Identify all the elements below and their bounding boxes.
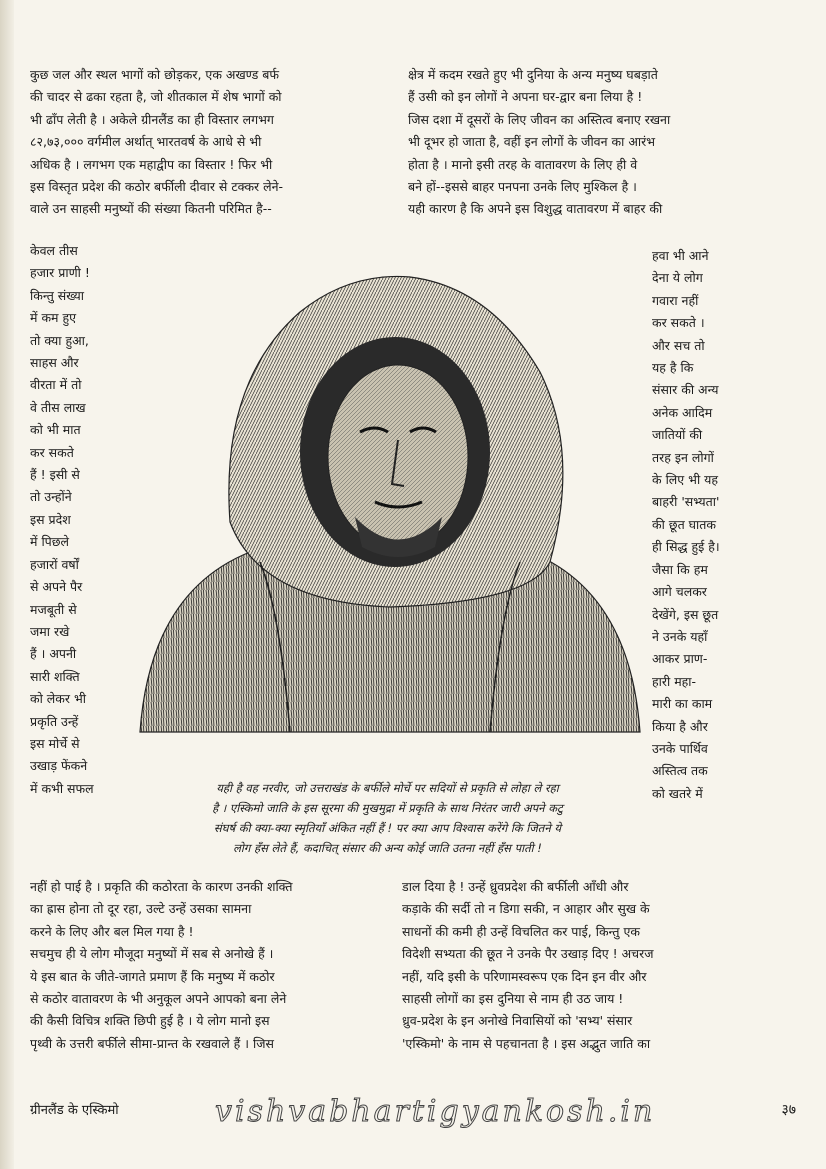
text-line: नहीं हो पाई है । प्रकृति की कठोरता के कारण उनकी शक्ति	[30, 879, 293, 894]
text-line: को खतरे में	[652, 785, 703, 801]
text-column-left-of-illustration	[30, 240, 122, 800]
text-line: लोग हँस लेते हैं, कदाचित् संसार की अन्य कोई जाति उतना नहीं हँस पाती !	[233, 841, 542, 855]
running-title: ग्रीनलैंड के एस्किमो	[30, 1103, 119, 1118]
text-line: उखाड़ फेंकने	[30, 758, 88, 774]
text-block-bottom-left	[30, 876, 390, 1055]
text-line: आगे चलकर	[652, 584, 707, 600]
text-line: का ह्रास होना तो दूर रहा, उल्टे उन्हें उसका सामना	[30, 901, 252, 917]
text-line: तो क्या हुआ,	[30, 332, 89, 348]
text-line: को लेकर भी	[30, 691, 86, 707]
text-line: कुछ जल और स्थल भागों को छोड़कर, एक अखण्ड बर्फ	[30, 67, 280, 82]
text-line: में पिछले	[30, 534, 70, 550]
text-line: साहस और	[30, 355, 79, 371]
text-line: की छूत घातक	[652, 516, 717, 532]
text-column-right-of-illustration	[652, 245, 792, 805]
text-line: इस मोर्चे से	[30, 735, 80, 751]
text-line: कड़ाके की सर्दी तो न डिगा सकी, न आहार और सुख के	[402, 901, 650, 917]
text-line: हजारों वर्षों	[30, 556, 79, 572]
text-line: इस विस्तृत प्रदेश की कठोर बर्फीली दीवार से टक्कर लेने-	[30, 179, 284, 195]
text-line: ही सिद्ध हुई है।	[652, 539, 720, 555]
text-line: तो उन्होंने	[30, 489, 72, 505]
text-line: हवा भी आने	[652, 248, 709, 263]
text-line: वाले उन साहसी मनुष्यों की संख्या कितनी परिमित है--	[30, 201, 272, 217]
eskimo-portrait-illustration	[130, 262, 645, 762]
text-line: सचमुच ही ये लोग मौजूदा मनुष्यों में सब से अनोखे हैं ।	[30, 946, 274, 962]
text-line: मारी का काम	[652, 696, 713, 712]
text-line: साहसी लोगों का इस दुनिया से नाम ही उठ जाय !	[402, 991, 624, 1007]
page-footer	[30, 1094, 796, 1130]
text-line: हैं । अपनी	[30, 646, 77, 662]
text-line: यह है कि	[652, 360, 694, 376]
text-line: जमा रखे	[30, 623, 70, 639]
text-line: हैं उसी को इन लोगों ने अपना घर-द्वार बना लिया है !	[408, 89, 643, 105]
text-line: केवल तीस	[30, 243, 78, 258]
text-line: अधिक है । लगभग एक महाद्वीप का विस्तार ! फिर भी	[30, 156, 273, 172]
text-line: यही कारण है कि अपने इस विशुद्ध वातावरण में बाहर की	[408, 201, 663, 217]
page-number: ३७	[781, 1102, 796, 1118]
text-line: किया है और	[652, 718, 708, 734]
text-line: सारी शक्ति	[30, 668, 80, 684]
text-line: वीरता में तो	[30, 377, 82, 393]
text-line: अनेक आदिम	[652, 404, 713, 420]
text-line: किन्तु संख्या	[30, 287, 85, 303]
text-line: हजार प्राणी !	[30, 265, 90, 281]
text-line: को भी मात	[30, 422, 81, 438]
text-line: देना ये लोग	[652, 270, 703, 286]
text-line: है । एस्किमो जाति के इस सूरमा की मुखमुद्रा में प्रकृति के साथ निरंतर जारी अपने कटु	[212, 801, 563, 815]
text-line: होता है । मानो इसी तरह के वातावरण के लिए ही वे	[408, 156, 638, 172]
text-line: क्षेत्र में कदम रखते हुए भी दुनिया के अन्य मनुष्य घबड़ाते	[408, 67, 658, 82]
text-line: बने हों--इससे बाहर पनपना उनके लिए मुश्किल है ।	[408, 179, 637, 195]
text-line: पृथ्वी के उत्तरी बर्फीले सीमा-प्रान्त के रखवाले हैं । जिस	[30, 1035, 274, 1051]
text-line: बाहरी 'सभ्यता'	[652, 494, 720, 510]
text-line: जैसा कि हम	[652, 561, 708, 577]
text-line: के लिए भी यह	[652, 472, 719, 488]
text-line: में कभी सफल	[30, 780, 94, 796]
text-line: उनके पार्थिव	[652, 740, 708, 756]
illustration-caption	[130, 778, 645, 858]
text-line: अस्तित्व तक	[652, 763, 708, 779]
text-line: से कठोर वातावरण के भी अनुकूल अपने आपको बना लेने	[30, 991, 287, 1007]
text-line: में कम हुए	[30, 310, 77, 326]
text-line: की कैसी विचित्र शक्ति छिपी हुई है । ये लोग मानो इस	[30, 1013, 270, 1029]
text-line: देखेंगे, इस छूत	[652, 606, 719, 622]
text-line: वे तीस लाख	[30, 399, 86, 415]
text-line: आकर प्राण-	[652, 651, 708, 667]
text-line: कर सकते	[30, 444, 74, 460]
text-block-top-left	[30, 64, 390, 221]
text-line: 'एस्किमो' के नाम से पहचानता है । इस अद्भुत जाति का	[402, 1035, 651, 1051]
text-line: कर सकते ।	[652, 315, 705, 331]
text-line: जिस दशा में दूसरों के लिए जीवन का अस्तित्व बनाए रखना	[408, 111, 671, 127]
text-line: हारी महा-	[652, 673, 697, 689]
text-line: ने उनके यहाँ	[652, 628, 708, 644]
text-line: भी ढाँप लेती है । अकेले ग्रीनलैंड का ही विस्तार लगभग	[30, 111, 274, 127]
page-edge	[0, 0, 14, 1169]
text-block-bottom-right	[402, 876, 792, 1055]
text-line: प्रकृति उन्हें	[30, 713, 79, 729]
text-line: यही है वह नरवीर, जो उत्तराखंड के बर्फीले मोर्चे पर सदियों से प्रकृति से लोहा ले रहा	[216, 781, 559, 795]
text-line: ८२,७३,००० वर्गमील अर्थात् भारतवर्ष के आधे से भी	[30, 134, 262, 150]
eskimo-drawing	[130, 262, 645, 762]
text-line: साधनों की कमी ही उन्हें विचलित कर पाई, किन्तु एक	[402, 923, 641, 939]
text-line: की चादर से ढका रहता है, जो शीतकाल में शेष भागों को	[30, 89, 282, 105]
text-line: करने के लिए और बल मिल गया है !	[30, 923, 194, 939]
text-line: से अपने पैर	[30, 579, 83, 595]
text-line: हैं ! इसी से	[30, 467, 80, 483]
text-line: डाल दिया है ! उन्हें ध्रुवप्रदेश की बर्फीली आँधी और	[402, 879, 629, 894]
text-line: गवारा नहीं	[652, 292, 699, 308]
text-line: इस प्रदेश	[30, 511, 71, 527]
text-line: जातियों की	[652, 427, 703, 443]
text-line: मजबूती से	[30, 601, 77, 617]
text-block-top-right	[408, 64, 788, 221]
text-line: ये इस बात के जीते-जागते प्रमाण हैं कि मनुष्य में कठोर	[30, 968, 275, 984]
text-line: संसार की अन्य	[652, 382, 719, 398]
text-line: संघर्ष की क्या-क्या स्मृतियाँ अंकित नहीं हैं ! पर क्या आप विश्वास करेंगे कि जितने ये	[213, 821, 562, 835]
text-line: नहीं, यदि इसी के परिणामस्वरूप एक दिन इन वीर और	[402, 968, 647, 984]
text-line: ध्रुव-प्रदेश के इन अनोखे निवासियों को 'सभ्य' संसार	[402, 1013, 633, 1029]
text-line: विदेशी सभ्यता की छूत ने उनके पैर उखाड़ दिए ! अचरज	[402, 946, 654, 962]
text-line: और सच तो	[652, 337, 705, 353]
text-line: भी दूभर हो जाता है, वहीं इन लोगों के जीवन का आरंभ	[408, 134, 656, 150]
watermark: vishvabhartigyankosh.in	[215, 1094, 656, 1129]
text-line: तरह इन लोगों	[652, 449, 714, 465]
